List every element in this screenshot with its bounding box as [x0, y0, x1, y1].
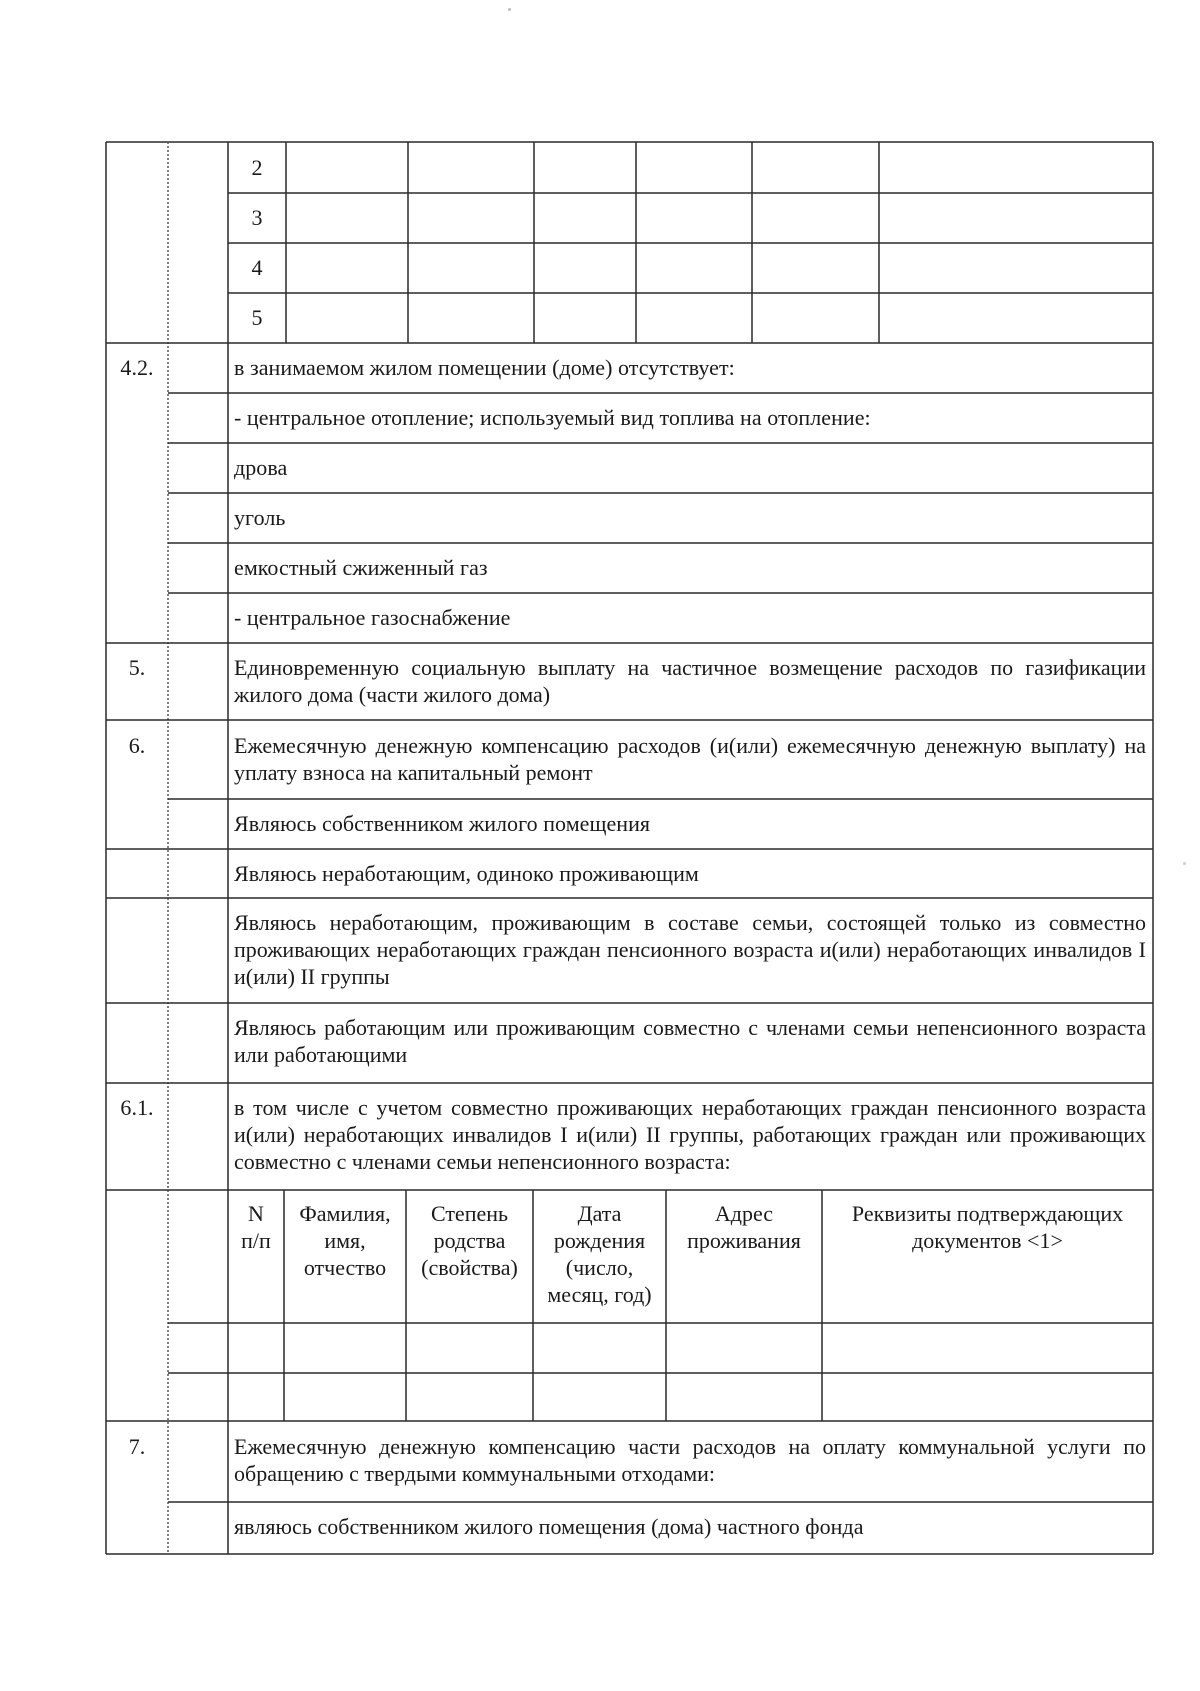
row-number: 5 — [251, 305, 263, 330]
option-text: уголь — [234, 505, 286, 530]
column-header: Фамилия, имя, отчество — [299, 1201, 391, 1280]
row-number: 3 — [251, 205, 263, 230]
column-header: Степень родства (свойства) — [421, 1201, 518, 1280]
option-text: - центральное отопление; используемый вид топлива на отопление: — [234, 405, 871, 430]
section-text: Единовременную социальную выплату на частичное возмещение расходов по газификации жилого дома (части жилого дома) — [234, 655, 1146, 707]
section-text: в занимаемом жилом помещении (доме) отсутствует: — [234, 355, 735, 380]
option-text: Являюсь работающим или проживающим совместно с членами семьи непенсионного возраста или работающими — [234, 1015, 1146, 1067]
option-text: дрова — [234, 455, 288, 480]
option-text: являюсь собственником жилого помещения (дома) частного фонда — [234, 1514, 864, 1539]
section-number: 4.2. — [120, 355, 154, 380]
row-number: 2 — [251, 155, 263, 180]
option-text: Являюсь неработающим, проживающим в составе семьи, состоящей только из совместно проживающих неработающих граждан пенсионного возраста и(или) неработающих инвалидов I и(или) II группы — [234, 910, 1146, 989]
column-header: Дата рождения (число, месяц, год) — [547, 1201, 652, 1307]
option-text: емкостный сжиженный газ — [234, 555, 488, 580]
option-text: - центральное газоснабжение — [234, 605, 511, 630]
section-number: 6.1. — [120, 1095, 154, 1120]
row-number: 4 — [251, 255, 263, 280]
section-text: Ежемесячную денежную компенсацию части расходов на оплату коммунальной услуги по обращению с твердыми коммунальными отходами: — [234, 1434, 1146, 1486]
option-text: Являюсь неработающим, одиноко проживающим — [234, 861, 699, 886]
section-text: Ежемесячную денежную компенсацию расходов (и(или) ежемесячную денежную выплату) на уплату взноса на капитальный ремонт — [234, 733, 1146, 785]
section-number: 6. — [128, 733, 146, 758]
column-header: N п/п — [241, 1201, 271, 1253]
section-number: 7. — [128, 1434, 146, 1459]
column-header: Адрес проживания — [687, 1201, 801, 1253]
section-number: 5. — [128, 655, 146, 680]
option-text: Являюсь собственником жилого помещения — [234, 811, 651, 836]
column-header: Реквизиты подтверждающих документов <1> — [851, 1201, 1124, 1253]
section-text: в том числе с учетом совместно проживающих неработающих граждан пенсионного возраста и(или) неработающих инвалидов I и(или) II группы, работающих граждан или проживающих совместно с членами семьи непенсионного возраста: — [234, 1095, 1146, 1174]
